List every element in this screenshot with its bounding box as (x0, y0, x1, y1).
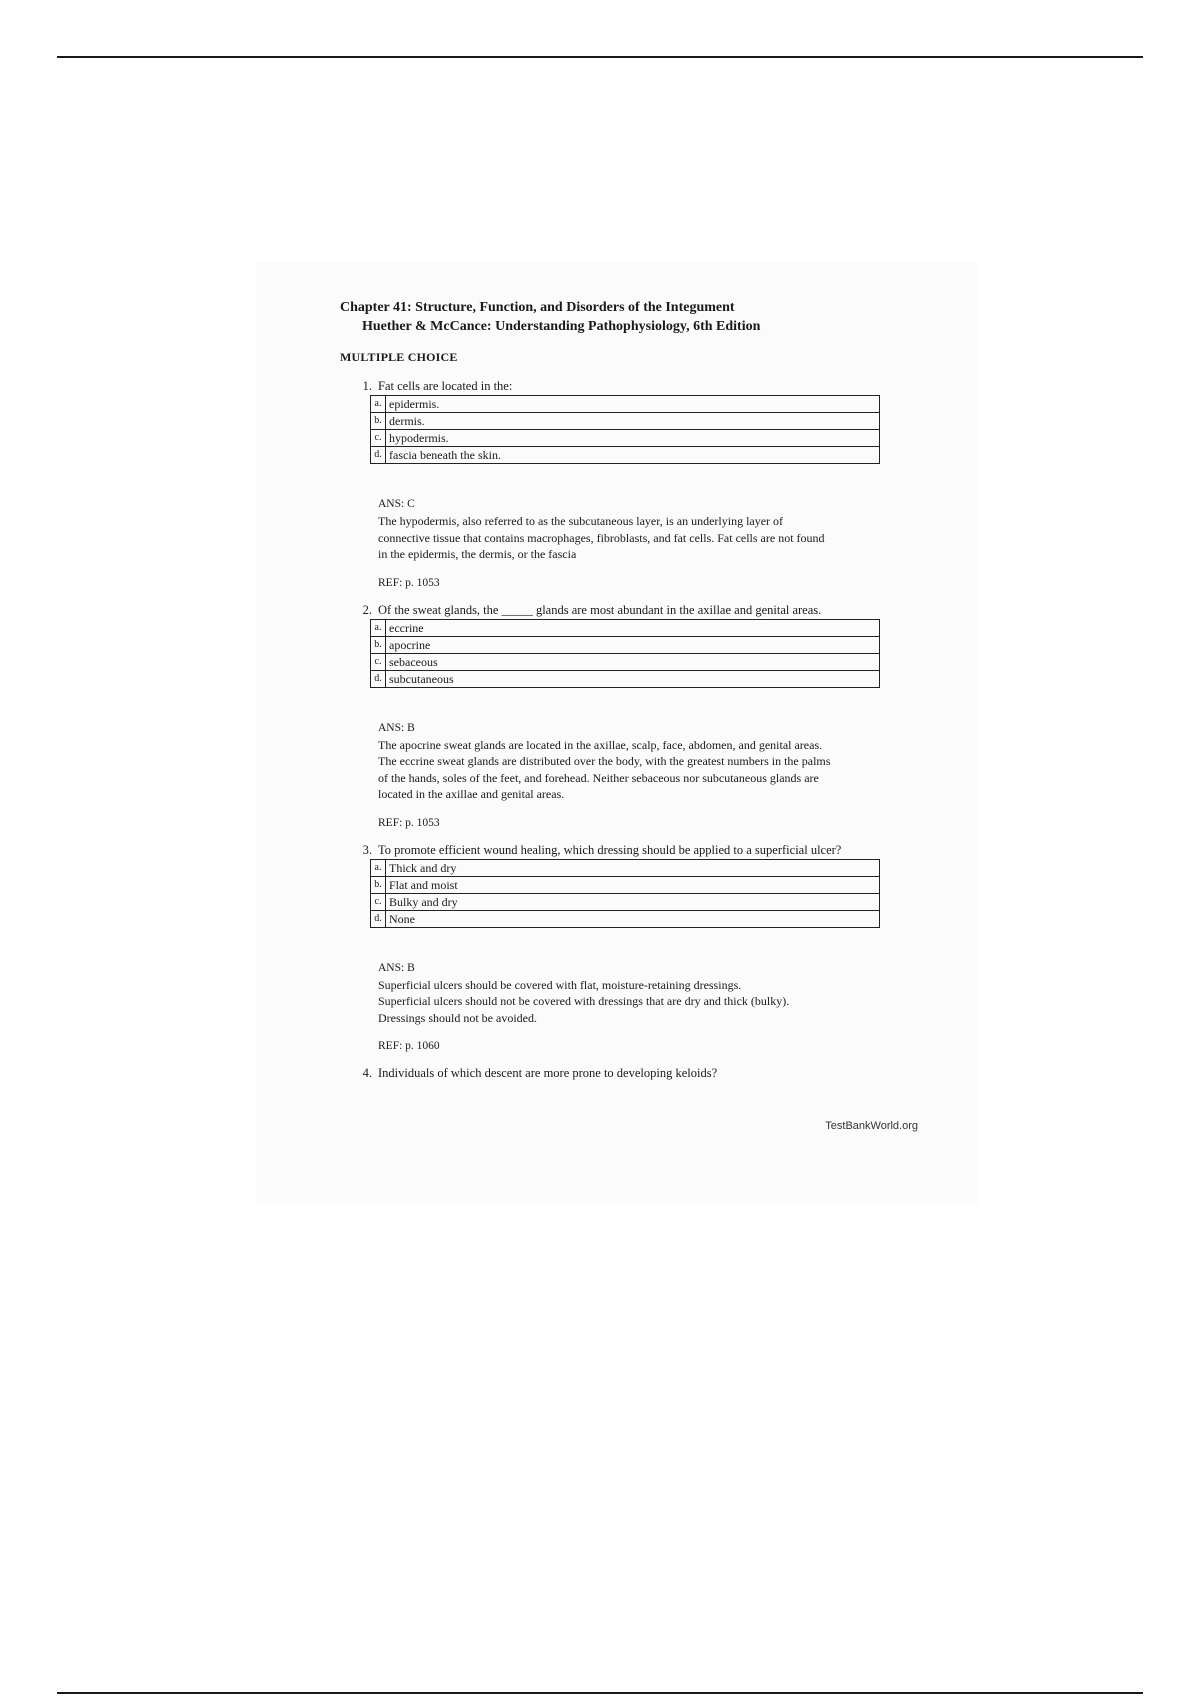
option-text: Thick and dry (386, 859, 880, 876)
options-table (370, 859, 880, 928)
option-letter: c. (371, 430, 386, 447)
option-letter: d. (371, 447, 386, 464)
option-text: None (386, 910, 880, 927)
option-text: Flat and moist (386, 876, 880, 893)
option-row (371, 893, 880, 910)
option-row (371, 619, 880, 636)
watermark: TestBankWorld.org (825, 1120, 918, 1132)
explanation-line: located in the axillae and genital areas. (378, 787, 565, 801)
option-row (371, 670, 880, 687)
option-letter: a. (371, 859, 386, 876)
options-table (370, 619, 880, 688)
option-row (371, 910, 880, 927)
option-row (371, 876, 880, 893)
option-letter: d. (371, 670, 386, 687)
option-letter: a. (371, 619, 386, 636)
page-reference: REF: p. 1053 (378, 576, 440, 589)
question-number: 2. (362, 602, 372, 617)
explanation-line: Dressings should not be avoided. (378, 1010, 537, 1025)
option-text: apocrine (386, 636, 880, 653)
option-text: subcutaneous (386, 670, 880, 687)
question-text: Fat cells are located in the: (378, 379, 513, 393)
option-row (371, 636, 880, 653)
option-text: eccrine (386, 619, 880, 636)
question-text: To promote efficient wound healing, which dressing should be applied to a superficial ulcer? (378, 842, 842, 857)
answer-key: ANS: B (378, 721, 415, 734)
explanation-line: of the hands, soles of the feet, and forehead. Neither sebaceous nor subcutaneous glands are (378, 770, 819, 785)
answer-key: ANS: B (378, 961, 415, 974)
option-letter: c. (371, 653, 386, 670)
question-text: Individuals of which descent are more prone to developing keloids? (378, 1066, 718, 1080)
question-4 (340, 1066, 940, 1081)
option-text: sebaceous (386, 653, 880, 670)
top-rule (57, 56, 1143, 58)
option-row (371, 396, 880, 413)
question-number: 3. (362, 842, 372, 857)
option-letter: d. (371, 910, 386, 927)
option-letter: b. (371, 636, 386, 653)
document-page (256, 262, 978, 1204)
option-row (371, 859, 880, 876)
options-table (370, 395, 880, 464)
option-row (371, 447, 880, 464)
explanation-line: The apocrine sweat glands are located in the axillae, scalp, face, abdomen, and genital areas. (378, 737, 823, 752)
page-content (340, 298, 940, 1081)
explanation-line: The hypodermis, also referred to as the subcutaneous layer, is an underlying layer of (378, 514, 784, 528)
page-reference: REF: p. 1053 (378, 816, 440, 829)
question-1 (340, 379, 940, 589)
chapter-title: Chapter 41: Structure, Function, and Disorders of the Integument (340, 300, 735, 315)
explanation-line: Superficial ulcers should be covered with flat, moisture-retaining dressings. (378, 977, 742, 992)
option-row (371, 413, 880, 430)
book-title: Huether & McCance: Understanding Pathophysiology, 6th Edition (362, 319, 761, 334)
question-number: 4. (362, 1066, 372, 1080)
option-text: epidermis. (386, 396, 880, 413)
option-text: fascia beneath the skin. (386, 447, 880, 464)
question-3 (340, 843, 940, 1053)
answer-key: ANS: C (378, 498, 415, 510)
answer-explanation (378, 977, 938, 1027)
option-letter: a. (371, 396, 386, 413)
explanation-line: The eccrine sweat glands are distributed over the body, with the greatest numbers in the palms (378, 754, 831, 768)
question-number: 1. (362, 379, 372, 393)
explanation-line: in the epidermis, the dermis, or the fascia (378, 547, 577, 561)
answer-explanation (378, 737, 938, 803)
section-heading: MULTIPLE CHOICE (340, 350, 458, 364)
option-text: Bulky and dry (386, 893, 880, 910)
explanation-line: Superficial ulcers should not be covered with dressings that are dry and thick (bulky). (378, 994, 790, 1008)
explanation-line: connective tissue that contains macrophages, fibroblasts, and fat cells. Fat cells are not found (378, 530, 825, 545)
option-row (371, 653, 880, 670)
page-reference: REF: p. 1060 (378, 1040, 440, 1052)
option-text: dermis. (386, 413, 880, 430)
option-row (371, 430, 880, 447)
question-text: Of the sweat glands, the _____ glands are most abundant in the axillae and genital areas. (378, 602, 822, 617)
option-letter: c. (371, 893, 386, 910)
option-text: hypodermis. (386, 430, 880, 447)
option-letter: b. (371, 876, 386, 893)
option-letter: b. (371, 413, 386, 430)
question-2 (340, 603, 940, 829)
bottom-rule (57, 1692, 1143, 1694)
answer-explanation (378, 513, 938, 563)
